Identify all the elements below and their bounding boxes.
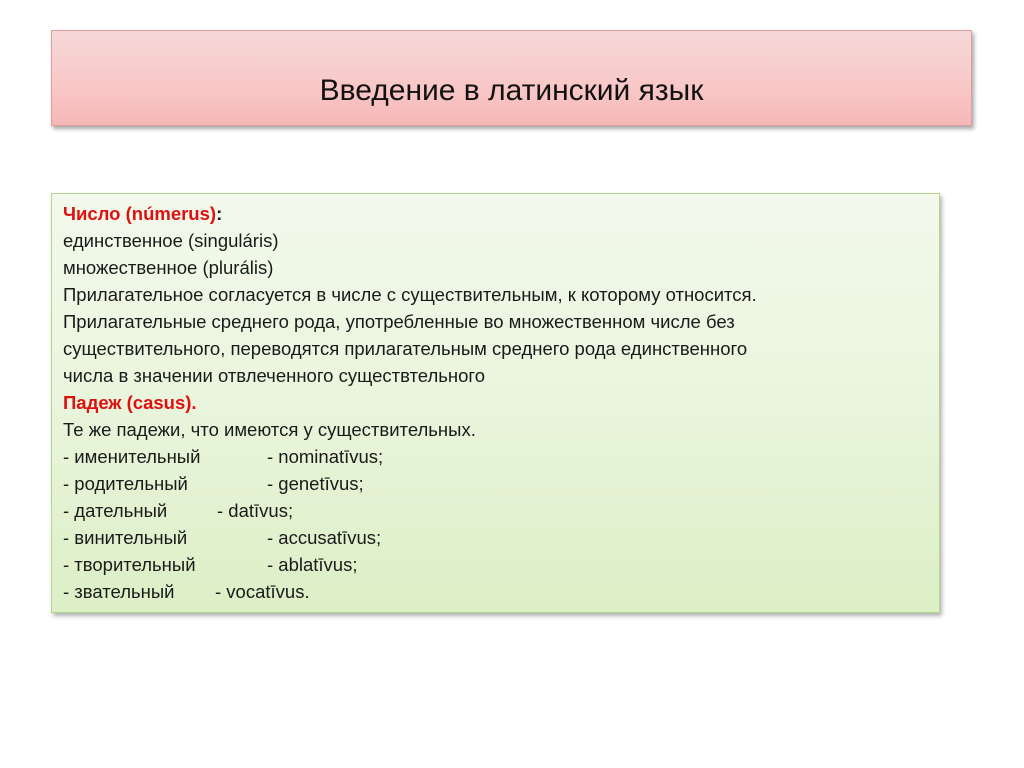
agreement-line: Прилагательное согласуется в числе с существительным, к которому относится. xyxy=(63,284,757,305)
case-la: - genetīvus; xyxy=(267,473,364,494)
case-la: - datīvus; xyxy=(217,500,294,521)
slide-title: Введение в латинский язык xyxy=(319,74,704,107)
case-la: - vocatīvus. xyxy=(215,581,310,602)
singular-line: единственное (singuláris) xyxy=(63,230,279,251)
plural-line: множественное (plurális) xyxy=(63,257,274,278)
case-ru: - творительный xyxy=(63,554,196,575)
case-ru: - винительный xyxy=(63,527,188,548)
neuter-line-3: числа в значении отвлеченного существтельного xyxy=(63,365,486,386)
case-heading: Падеж (casus). xyxy=(63,392,197,413)
case-row-genitive xyxy=(63,470,939,497)
neuter-line-1: Прилагательные среднего рода, употребленные во множественном числе без xyxy=(63,311,735,332)
case-row-vocative xyxy=(63,578,939,605)
case-row-ablative xyxy=(63,551,939,578)
case-ru: - дательный xyxy=(63,500,168,521)
number-heading-line xyxy=(63,200,939,227)
case-la: - nominatīvus; xyxy=(267,446,384,467)
title-box xyxy=(51,30,972,126)
case-intro: Те же падежи, что имеются у существительных. xyxy=(63,419,476,440)
case-la: - accusatīvus; xyxy=(267,527,382,548)
content-box xyxy=(51,193,940,613)
case-la: - ablatīvus; xyxy=(267,554,358,575)
case-ru: - именительный xyxy=(63,446,201,467)
number-heading: Число (númerus) xyxy=(63,203,217,224)
case-row-nominative xyxy=(63,443,939,470)
case-ru: - звательный xyxy=(63,581,175,602)
case-row-dative xyxy=(63,497,939,524)
case-ru: - родительный xyxy=(63,473,188,494)
neuter-line-2: существительного, переводятся прилагательным среднего рода единственного xyxy=(63,338,748,359)
number-heading-colon: : xyxy=(216,203,223,224)
case-row-accusative xyxy=(63,524,939,551)
